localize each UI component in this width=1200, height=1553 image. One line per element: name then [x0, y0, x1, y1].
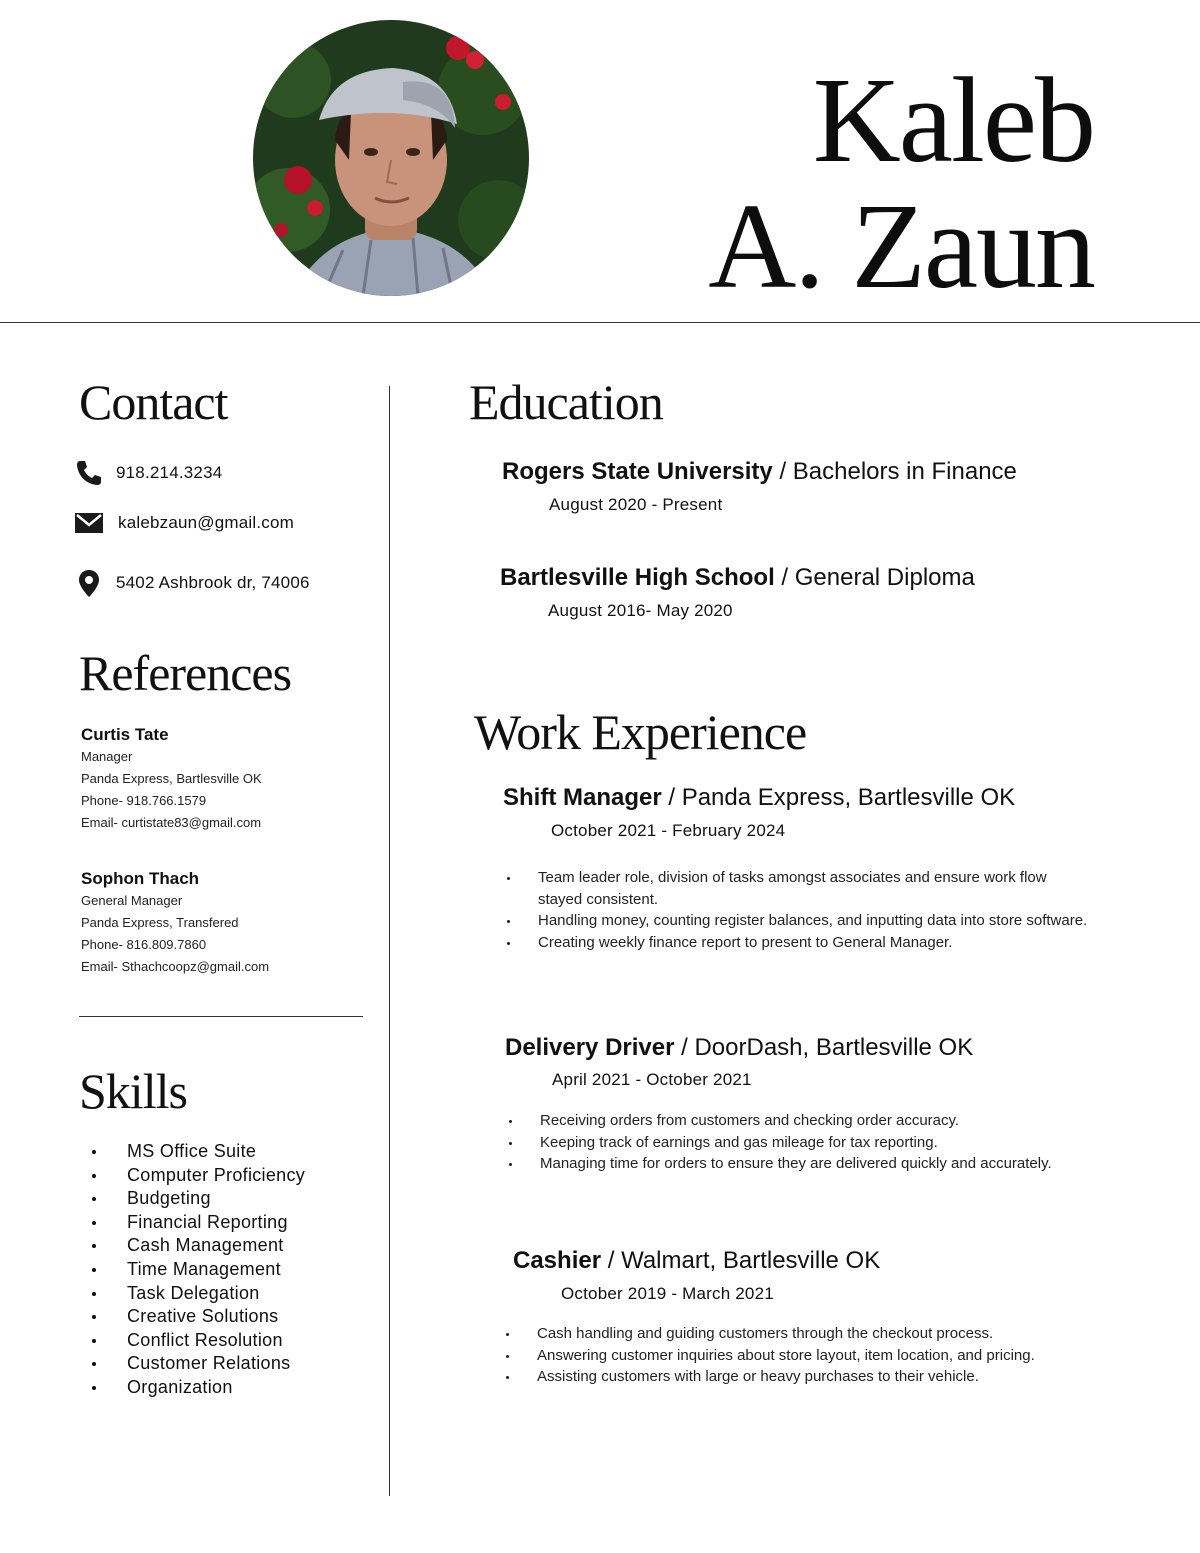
reference-phone: Phone- 918.766.1579	[81, 793, 207, 808]
skill-item	[90, 1376, 305, 1400]
job-duty	[502, 1323, 1092, 1345]
bullet-dot	[507, 920, 510, 923]
duty-text: Assisting customers with large or heavy purchases to their vehicle.	[537, 1368, 979, 1385]
job-dates: April 2021 - October 2021	[552, 1070, 752, 1089]
references-divider	[79, 1016, 363, 1017]
reference-phone: Phone- 816.809.7860	[81, 937, 207, 952]
skill-text: Time Management	[127, 1258, 281, 1279]
skill-text: Financial Reporting	[127, 1211, 288, 1232]
school-name: Bartlesville High School	[500, 564, 775, 591]
skill-item	[90, 1258, 305, 1282]
column-divider	[389, 386, 390, 1496]
bullet-dot	[92, 1386, 96, 1390]
duty-text: Team leader role, division of tasks amongst associates and ensure work flow stayed consistent.	[538, 869, 1047, 908]
education-entry-title	[502, 457, 1017, 487]
duty-text: Answering customer inquiries about store layout, item location, and pricing.	[537, 1346, 1035, 1364]
job-title	[503, 783, 1015, 813]
reference-company: Panda Express, Transfered	[81, 915, 239, 930]
job-employer: Walmart, Bartlesville OK	[621, 1247, 881, 1274]
bullet-dot	[506, 1355, 509, 1358]
bullet-dot	[92, 1362, 96, 1366]
skills-list	[90, 1140, 305, 1400]
reference-name: Curtis Tate	[81, 725, 169, 744]
email-link[interactable]: kalebzaun@gmail.com	[118, 513, 295, 532]
bullet-dot	[506, 1333, 509, 1336]
job-employer: DoorDash, Bartlesville OK	[694, 1034, 974, 1061]
skill-text: Budgeting	[127, 1188, 211, 1209]
school-name: Rogers State University	[502, 458, 773, 485]
bullet-dot	[92, 1221, 96, 1225]
reference-email: Email- curtistate83@gmail.com	[81, 815, 262, 830]
job-duties-list	[505, 1110, 1125, 1175]
skill-item	[90, 1282, 305, 1306]
skill-item	[90, 1140, 305, 1164]
reference-item	[81, 724, 381, 834]
duty-text: Keeping track of earnings and gas mileage for tax reporting.	[540, 1133, 938, 1151]
bullet-dot	[507, 942, 510, 945]
duty-text: Creating weekly finance report to present to General Manager.	[538, 933, 953, 951]
bullet-dot	[92, 1174, 96, 1178]
skill-text: Computer Proficiency	[127, 1164, 306, 1185]
job-duties-list	[503, 867, 1093, 953]
skill-item	[90, 1352, 305, 1376]
reference-title: General Manager	[81, 893, 183, 908]
job-duty	[505, 1132, 1125, 1154]
job-role: Cashier	[513, 1247, 602, 1274]
skill-item	[90, 1187, 305, 1211]
profile-photo	[253, 20, 529, 296]
bullet-dot	[92, 1244, 96, 1248]
education-heading: Education	[469, 374, 663, 430]
job-title	[505, 1033, 973, 1063]
bullet-dot	[509, 1120, 512, 1123]
skill-text: Customer Relations	[127, 1353, 291, 1374]
phone-link[interactable]: 918.214.3234	[116, 463, 223, 482]
bullet-dot	[92, 1292, 96, 1296]
skill-item	[90, 1211, 305, 1235]
title-separator: /	[607, 1247, 615, 1274]
bullet-dot	[509, 1163, 512, 1166]
phone-icon	[74, 458, 104, 488]
contact-address-row	[74, 568, 310, 598]
mail-icon	[74, 508, 104, 538]
profile-photo-image	[253, 20, 529, 296]
job-role: Delivery Driver	[505, 1034, 675, 1061]
job-employer: Panda Express, Bartlesville OK	[681, 784, 1016, 811]
reference-email: Email- Sthachcoopz@gmail.com	[81, 959, 270, 974]
job-duty	[505, 1153, 1125, 1175]
skill-text: Conflict Resolution	[127, 1329, 283, 1350]
title-separator: /	[781, 564, 789, 591]
title-separator: /	[779, 458, 787, 485]
contact-phone-row	[74, 458, 222, 488]
skill-text: Creative Solutions	[127, 1306, 279, 1327]
bullet-dot	[92, 1268, 96, 1272]
bullet-dot	[507, 877, 510, 880]
name-first-line: Kaleb	[812, 53, 1094, 188]
title-separator: /	[681, 1034, 688, 1061]
bullet-dot	[509, 1142, 512, 1145]
bullet-dot	[92, 1150, 96, 1154]
location-pin-icon	[74, 568, 104, 598]
degree-name: Bachelors in Finance	[792, 458, 1017, 485]
education-entry-title	[500, 563, 975, 593]
duty-text: Managing time for orders to ensure they are delivered quickly and accurately.	[540, 1155, 1052, 1172]
job-duty	[503, 867, 1093, 910]
education-dates: August 2016- May 2020	[548, 601, 733, 620]
job-duty	[505, 1110, 1125, 1132]
duty-text: Cash handling and guiding customers through the checkout process.	[537, 1325, 994, 1342]
skill-item	[90, 1329, 305, 1353]
bullet-dot	[92, 1315, 96, 1319]
duty-text: Handling money, counting register balances, and inputting data into store software.	[538, 912, 1088, 929]
bullet-dot	[92, 1197, 96, 1201]
reference-company: Panda Express, Bartlesville OK	[81, 771, 262, 786]
reference-title: Manager	[81, 749, 133, 764]
bullet-dot	[506, 1376, 509, 1379]
skill-item	[90, 1164, 305, 1188]
skill-text: Cash Management	[127, 1235, 284, 1256]
job-duty	[503, 910, 1093, 932]
education-dates: August 2020 - Present	[549, 495, 723, 514]
job-dates: October 2019 - March 2021	[561, 1284, 774, 1303]
skill-text: MS Office Suite	[127, 1141, 257, 1161]
job-role: Shift Manager	[503, 784, 662, 811]
address-text: 5402 Ashbrook dr, 74006	[116, 573, 310, 592]
contact-heading: Contact	[79, 374, 228, 430]
duty-text: Receiving orders from customers and checking order accuracy.	[540, 1112, 960, 1129]
reference-name: Sophon Thach	[81, 869, 200, 888]
job-duty	[502, 1345, 1092, 1367]
contact-email-row	[74, 508, 294, 538]
degree-name: General Diploma	[794, 564, 975, 591]
skill-item	[90, 1305, 305, 1329]
skills-heading: Skills	[79, 1063, 187, 1119]
references-heading: References	[79, 645, 292, 701]
bullet-dot	[92, 1339, 96, 1343]
header-divider	[0, 322, 1200, 323]
job-duties-list	[502, 1323, 1092, 1388]
skill-item	[90, 1234, 305, 1258]
job-duty	[503, 932, 1093, 954]
title-separator: /	[668, 784, 676, 811]
reference-item	[81, 868, 381, 978]
skill-text: Organization	[127, 1376, 233, 1397]
job-dates: October 2021 - February 2024	[551, 821, 786, 840]
job-title	[513, 1246, 880, 1276]
skill-text: Task Delegation	[127, 1282, 260, 1303]
job-duty	[502, 1366, 1092, 1388]
work-experience-heading: Work Experience	[474, 704, 807, 760]
name-last-line: A. Zaun	[708, 179, 1094, 314]
